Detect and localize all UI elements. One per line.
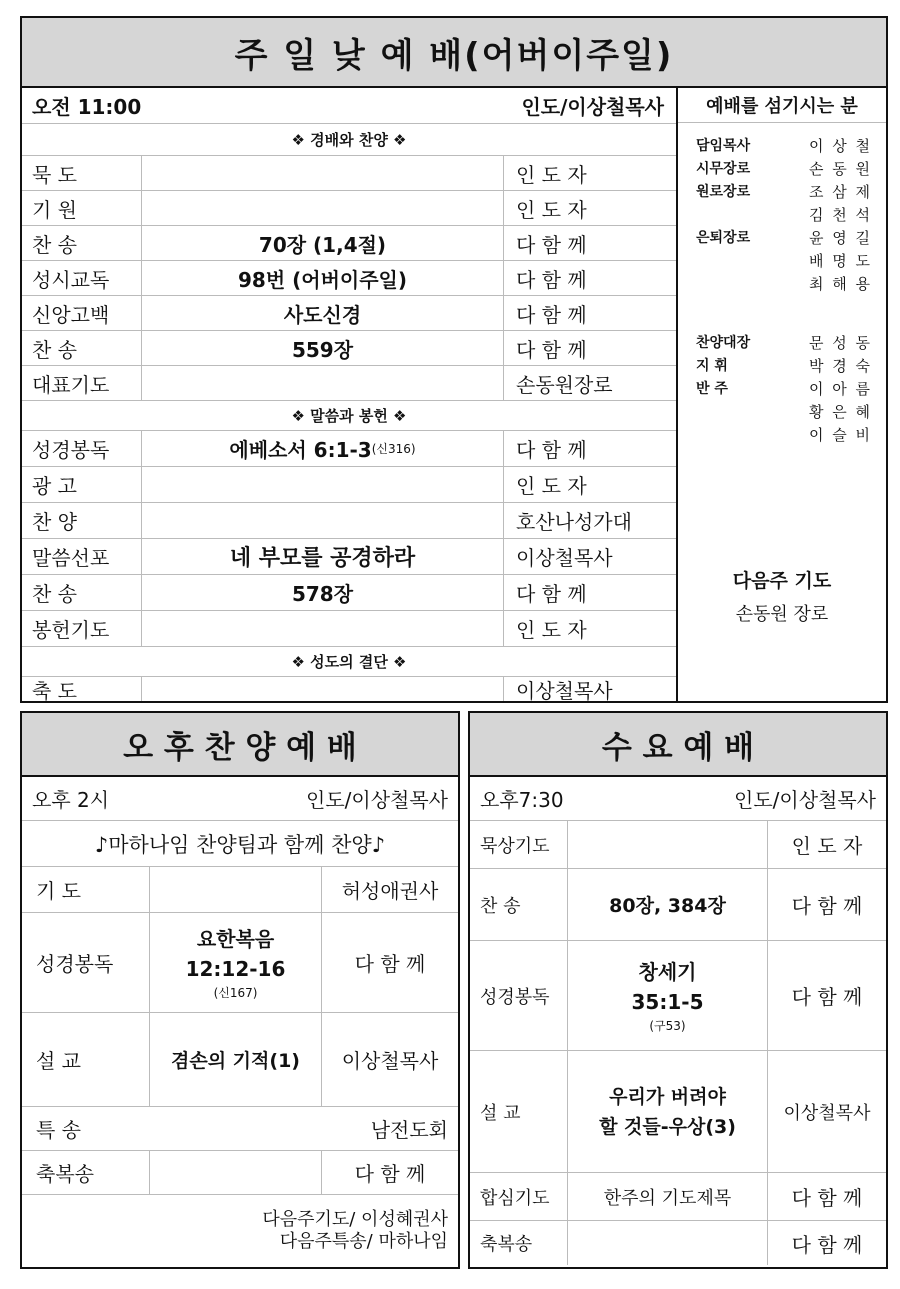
- order-name: 기 도: [22, 867, 150, 912]
- afternoon-time: 오후 2시: [32, 788, 110, 812]
- afternoon-title: 오 후 찬 양 예 배: [123, 729, 357, 766]
- sunday-title-bar: [22, 18, 886, 88]
- order-role: 다 함 께: [791, 1232, 863, 1257]
- order-content: [150, 913, 322, 1012]
- order-role: 다 함 께: [791, 1186, 863, 1210]
- server-line: [696, 332, 872, 355]
- order-role: 다 함 께: [516, 302, 587, 327]
- server-name: 이 상 철: [808, 137, 872, 155]
- sunday-time: 오전 11:00: [32, 95, 142, 119]
- server-title: 담임목사: [696, 138, 751, 154]
- order-content: 80장, 384장: [568, 869, 768, 940]
- server-title: 원로장로: [696, 184, 751, 200]
- order-role: 다 함 께: [354, 952, 426, 976]
- afternoon-banner: ♪마하나임 찬양팀과 함께 찬양♪: [94, 832, 386, 857]
- order-name: 묵 도: [22, 156, 142, 190]
- order-row: [22, 226, 676, 261]
- order-content: 사도신경: [142, 296, 504, 330]
- order-content: [142, 191, 504, 225]
- order-name: 찬 송: [22, 575, 142, 610]
- order-row: [470, 821, 886, 869]
- sermon-title-line1: 우리가 버려야: [609, 1085, 726, 1108]
- afternoon-header-row: [22, 777, 458, 821]
- server-name: 황 은 혜: [808, 403, 872, 421]
- server-group: [696, 378, 872, 447]
- scripture-page: (구53): [649, 1018, 686, 1033]
- next-week-prayer: 다음주기도/ 이성혜권사: [262, 1209, 448, 1230]
- order-name: 신앙고백: [22, 296, 142, 330]
- wednesday-title-bar: [470, 713, 886, 777]
- order-role: 이상철목사: [516, 546, 613, 570]
- wednesday-title: 수 요 예 배: [601, 729, 755, 766]
- wednesday-time: 오후7:30: [480, 788, 564, 812]
- server-group: [696, 135, 872, 158]
- order-row: [470, 1051, 886, 1173]
- order-content: [142, 156, 504, 190]
- sunday-title: 주 일 낮 예 배(어버이주일): [234, 35, 674, 76]
- server-name: 윤 영 길: [808, 229, 872, 247]
- order-name: 기 원: [22, 191, 142, 225]
- order-row: [22, 191, 676, 226]
- order-role: 허성애권사: [341, 879, 439, 903]
- sermon-title: 겸손의 기적(1): [150, 1013, 322, 1106]
- servers-heading: 예배를 섬기시는 분: [678, 88, 886, 123]
- order-role: 다 함 께: [516, 582, 587, 606]
- section-word-label: ❖ 말씀과 봉헌 ❖: [291, 407, 407, 425]
- order-role: 인 도 자: [791, 834, 863, 858]
- order-name: 묵상기도: [470, 821, 568, 868]
- server-name: 최 해 용: [808, 275, 872, 293]
- order-role: 다 함 께: [516, 232, 587, 257]
- order-row: [470, 941, 886, 1051]
- wednesday-service-box: [468, 711, 888, 1269]
- servers-panel: [678, 88, 886, 701]
- server-name: 손 동 원: [808, 160, 872, 178]
- server-group: [696, 355, 872, 378]
- order-name: 합심기도: [470, 1173, 568, 1220]
- sermon-title-line2: 할 것들-우상(3): [599, 1115, 736, 1138]
- order-role: 다 함 께: [516, 337, 587, 362]
- order-name: 축복송: [470, 1221, 568, 1265]
- order-content: 559장: [142, 331, 504, 365]
- order-name: 말씀선포: [22, 539, 142, 574]
- order-content: 98번 (어버이주일): [142, 261, 504, 295]
- server-title: [696, 424, 776, 447]
- server-title: 지 휘: [696, 358, 728, 374]
- server-group: [696, 181, 872, 227]
- next-prayer-name: 손동원 장로: [735, 604, 829, 625]
- order-content: [142, 503, 504, 538]
- order-name: 설 교: [470, 1051, 568, 1172]
- section-header: [22, 124, 676, 156]
- order-role: 다 함 께: [791, 985, 863, 1009]
- order-role: 이상철목사: [783, 1102, 871, 1124]
- server-title: 은퇴장로: [696, 230, 751, 246]
- order-content: 578장: [142, 575, 504, 610]
- server-title: [696, 250, 776, 273]
- order-name: 광 고: [22, 467, 142, 502]
- afternoon-banner-row: [22, 821, 458, 867]
- next-week-special-song: 다음주특송/ 마하나임: [279, 1231, 448, 1252]
- order-role: 손동원장로: [516, 372, 613, 397]
- afternoon-service-box: [20, 711, 460, 1269]
- server-line: [696, 204, 872, 227]
- order-role: 인 도 자: [516, 197, 587, 222]
- order-role: 이상철목사: [516, 678, 613, 703]
- sermon-title: 네 부모를 공경하라: [142, 539, 504, 574]
- order-content: [142, 677, 504, 701]
- order-content: [568, 821, 768, 868]
- server-name: 이 슬 비: [808, 426, 872, 444]
- order-name: 설 교: [22, 1013, 150, 1106]
- afternoon-leader: 인도/이상철목사: [306, 788, 448, 812]
- server-title: 반 주: [696, 381, 728, 397]
- order-name: 찬 양: [22, 503, 142, 538]
- sunday-order-table: [22, 88, 678, 701]
- scripture-page: (신167): [213, 985, 258, 1000]
- order-content: [568, 941, 768, 1050]
- order-row: [22, 539, 676, 575]
- order-role: 남전도회: [370, 1118, 448, 1142]
- server-title: [696, 273, 776, 296]
- server-line: [696, 181, 872, 204]
- server-group: [696, 227, 872, 296]
- sunday-header-row: [22, 88, 676, 124]
- server-line: [696, 355, 872, 378]
- servers-list: [678, 123, 886, 447]
- order-row: [22, 331, 676, 366]
- order-content: [142, 611, 504, 646]
- server-title: 찬양대장: [696, 335, 751, 351]
- sermon-title: [568, 1051, 768, 1172]
- afternoon-footer: [262, 1209, 448, 1253]
- scripture-book: 창세기: [638, 959, 697, 984]
- order-row: [470, 1221, 886, 1265]
- order-row: [22, 913, 458, 1013]
- order-role: 인 도 자: [516, 162, 587, 187]
- order-content: [142, 366, 504, 400]
- server-line: [696, 424, 872, 447]
- order-row: [22, 1013, 458, 1107]
- scripture-verse: 12:12-16: [185, 956, 286, 981]
- order-role: 이상철목사: [341, 1049, 439, 1073]
- sunday-leader: 인도/이상철목사: [521, 95, 664, 119]
- order-row: [22, 1107, 458, 1151]
- order-row: [22, 261, 676, 296]
- order-name: 찬 송: [22, 331, 142, 365]
- section-header: [22, 647, 676, 677]
- server-name: 문 성 동: [808, 334, 872, 352]
- order-role: 다 함 께: [516, 438, 587, 462]
- order-name: 봉헌기도: [22, 611, 142, 646]
- server-group: [696, 158, 872, 181]
- sunday-service-box: [20, 16, 888, 703]
- server-line: [696, 227, 872, 250]
- order-role: 호산나성가대: [516, 510, 632, 534]
- order-content: [142, 467, 504, 502]
- wednesday-header-row: [470, 777, 886, 821]
- order-row: [22, 503, 676, 539]
- server-group: [696, 332, 872, 355]
- wednesday-leader: 인도/이상철목사: [734, 788, 876, 812]
- server-line: [696, 135, 872, 158]
- scripture-verse: 35:1-5: [631, 989, 704, 1014]
- next-prayer-label: 다음주 기도: [732, 570, 832, 592]
- order-role: 인 도 자: [516, 474, 587, 498]
- order-row: [470, 869, 886, 941]
- section-worship-label: ❖ 경배와 찬양 ❖: [291, 131, 407, 149]
- server-line: [696, 401, 872, 424]
- order-content: 70장 (1,4절): [142, 226, 504, 260]
- server-title: [696, 204, 776, 227]
- server-line: [696, 158, 872, 181]
- server-title: [696, 401, 776, 424]
- server-line: [696, 378, 872, 401]
- afternoon-title-bar: [22, 713, 458, 777]
- order-name: 찬 송: [22, 226, 142, 260]
- section-decision-label: ❖ 성도의 결단 ❖: [291, 653, 407, 671]
- order-content-sub: (신316): [371, 442, 416, 456]
- order-row: [470, 1173, 886, 1221]
- order-row: [22, 296, 676, 331]
- order-row: [22, 366, 676, 401]
- order-row: [22, 677, 676, 701]
- order-row: [22, 156, 676, 191]
- server-name: 배 명 도: [808, 252, 872, 270]
- server-name: 김 천 석: [808, 206, 872, 224]
- server-title: 시무장로: [696, 161, 751, 177]
- order-content: [150, 867, 322, 912]
- server-name: 조 삼 제: [808, 183, 872, 201]
- order-row: [22, 611, 676, 647]
- order-name: 성경봉독: [22, 913, 150, 1012]
- order-row: [22, 867, 458, 913]
- order-content: [150, 1151, 322, 1194]
- order-name: 성경봉독: [470, 941, 568, 1050]
- order-row: [22, 467, 676, 503]
- order-name: 대표기도: [22, 366, 142, 400]
- order-name: 성시교독: [22, 261, 142, 295]
- server-line: [696, 273, 872, 296]
- section-header: [22, 401, 676, 431]
- scripture-book: 요한복음: [196, 926, 275, 951]
- order-content: [568, 1221, 768, 1265]
- order-content: [142, 431, 504, 466]
- order-content: 한주의 기도제목: [568, 1173, 768, 1220]
- order-role: 인 도 자: [516, 618, 587, 642]
- order-row: [22, 431, 676, 467]
- order-role: 다 함 께: [791, 894, 863, 918]
- order-name: 축복송: [22, 1151, 150, 1194]
- order-row: [22, 1151, 458, 1195]
- order-name: 특 송: [36, 1118, 81, 1142]
- server-name: 박 경 숙: [808, 357, 872, 375]
- order-content-main: 에베소서 6:1-3: [229, 438, 372, 462]
- order-name: 성경봉독: [22, 431, 142, 466]
- order-role: 다 함 께: [354, 1162, 426, 1186]
- order-name: 축 도: [22, 677, 142, 701]
- order-name: 찬 송: [470, 869, 568, 940]
- order-row: [22, 575, 676, 611]
- order-role: 다 함 께: [516, 267, 587, 292]
- server-name: 이 아 름: [808, 380, 872, 398]
- server-line: [696, 250, 872, 273]
